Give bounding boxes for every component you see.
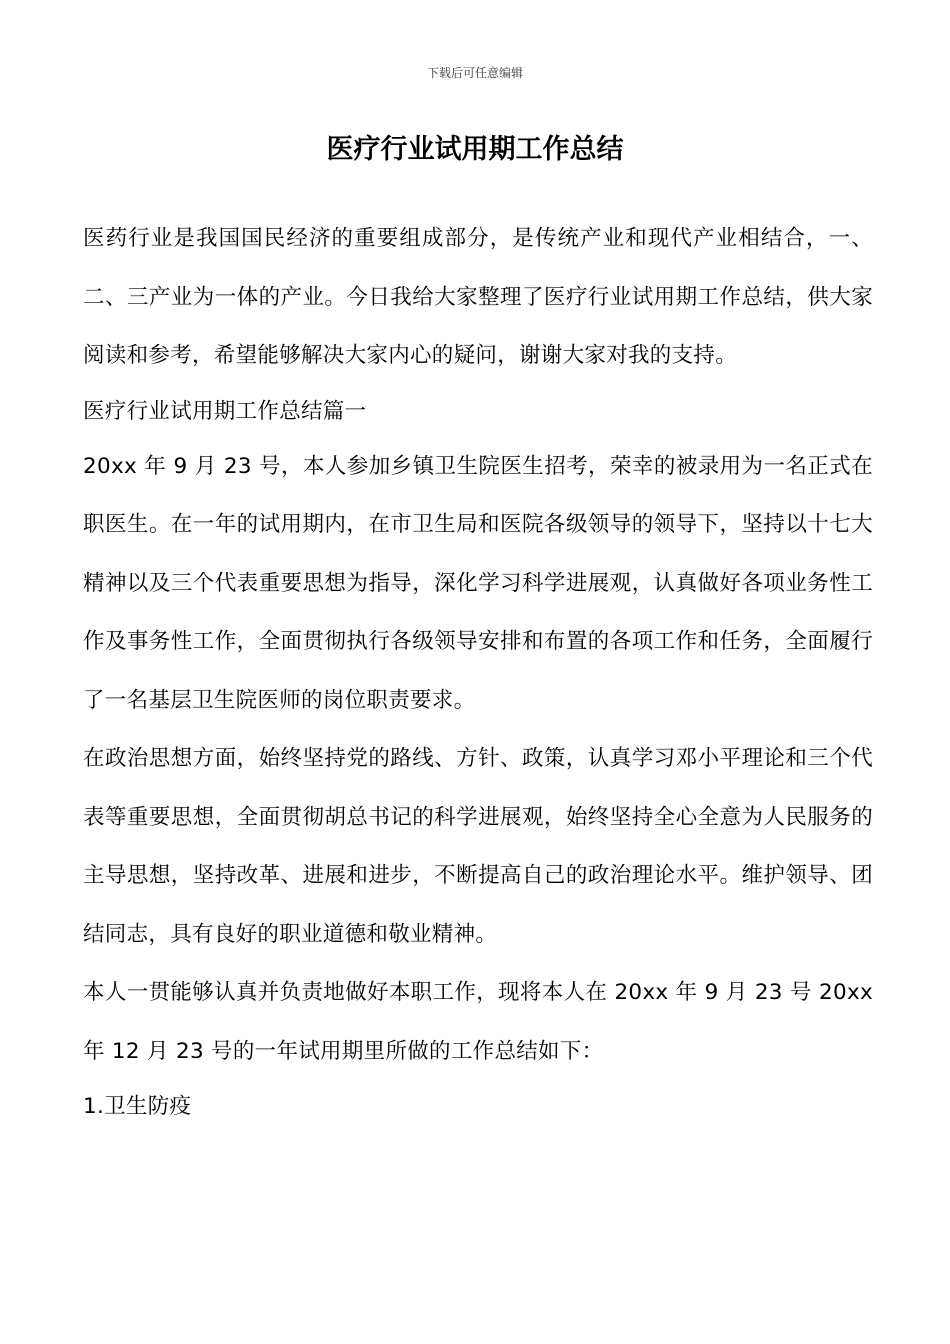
section-heading: 医疗行业试用期工作总结篇一	[83, 398, 367, 424]
body-paragraph-3: 本人一贯能够认真并负责地做好本职工作，现将本人在 20xx 年 9 月 23 号 20xx 年 12 月 23 号的一年试用期里所做的工作总结如下：	[83, 980, 873, 1064]
body-paragraph-1: 20xx 年 9 月 23 号，本人参加乡镇卫生院医生招考，荣幸的被录用为一名正式在职医生。在一年的试用期内，在市卫生局和医院各级领导的领导下，坚持以十七大精神以及三个代表重要思想为指导，深化学习科学进展观，认真做好各项业务性工作及事务性工作，全面贯彻执行各级领导安排和布置的各项工作和任务，全面履行了一名基层卫生院医师的岗位职责要求。	[83, 453, 873, 713]
body-paragraph-2: 在政治思想方面，始终坚持党的路线、方针、政策，认真学习邓小平理论和三个代表等重要思想，全面贯彻胡总书记的科学进展观，始终坚持全心全意为人民服务的主导思想，坚持改革、进展和进步，不断提高自己的政治理论水平。维护领导、团结同志，具有良好的职业道德和敬业精神。	[83, 746, 873, 947]
list-item-1: 1.卫生防疫	[83, 1094, 192, 1119]
header-note: 下载后可任意编辑	[426, 66, 523, 80]
document-body	[83, 210, 873, 1133]
document-title: 医疗行业试用期工作总结	[326, 134, 624, 165]
intro-paragraph: 医药行业是我国国民经济的重要组成部分，是传统产业和现代产业相结合，一、二、三产业为一体的产业。今日我给大家整理了医疗行业试用期工作总结，供大家阅读和参考，希望能够解决大家内心的疑问，谢谢大家对我的支持。	[83, 226, 873, 368]
